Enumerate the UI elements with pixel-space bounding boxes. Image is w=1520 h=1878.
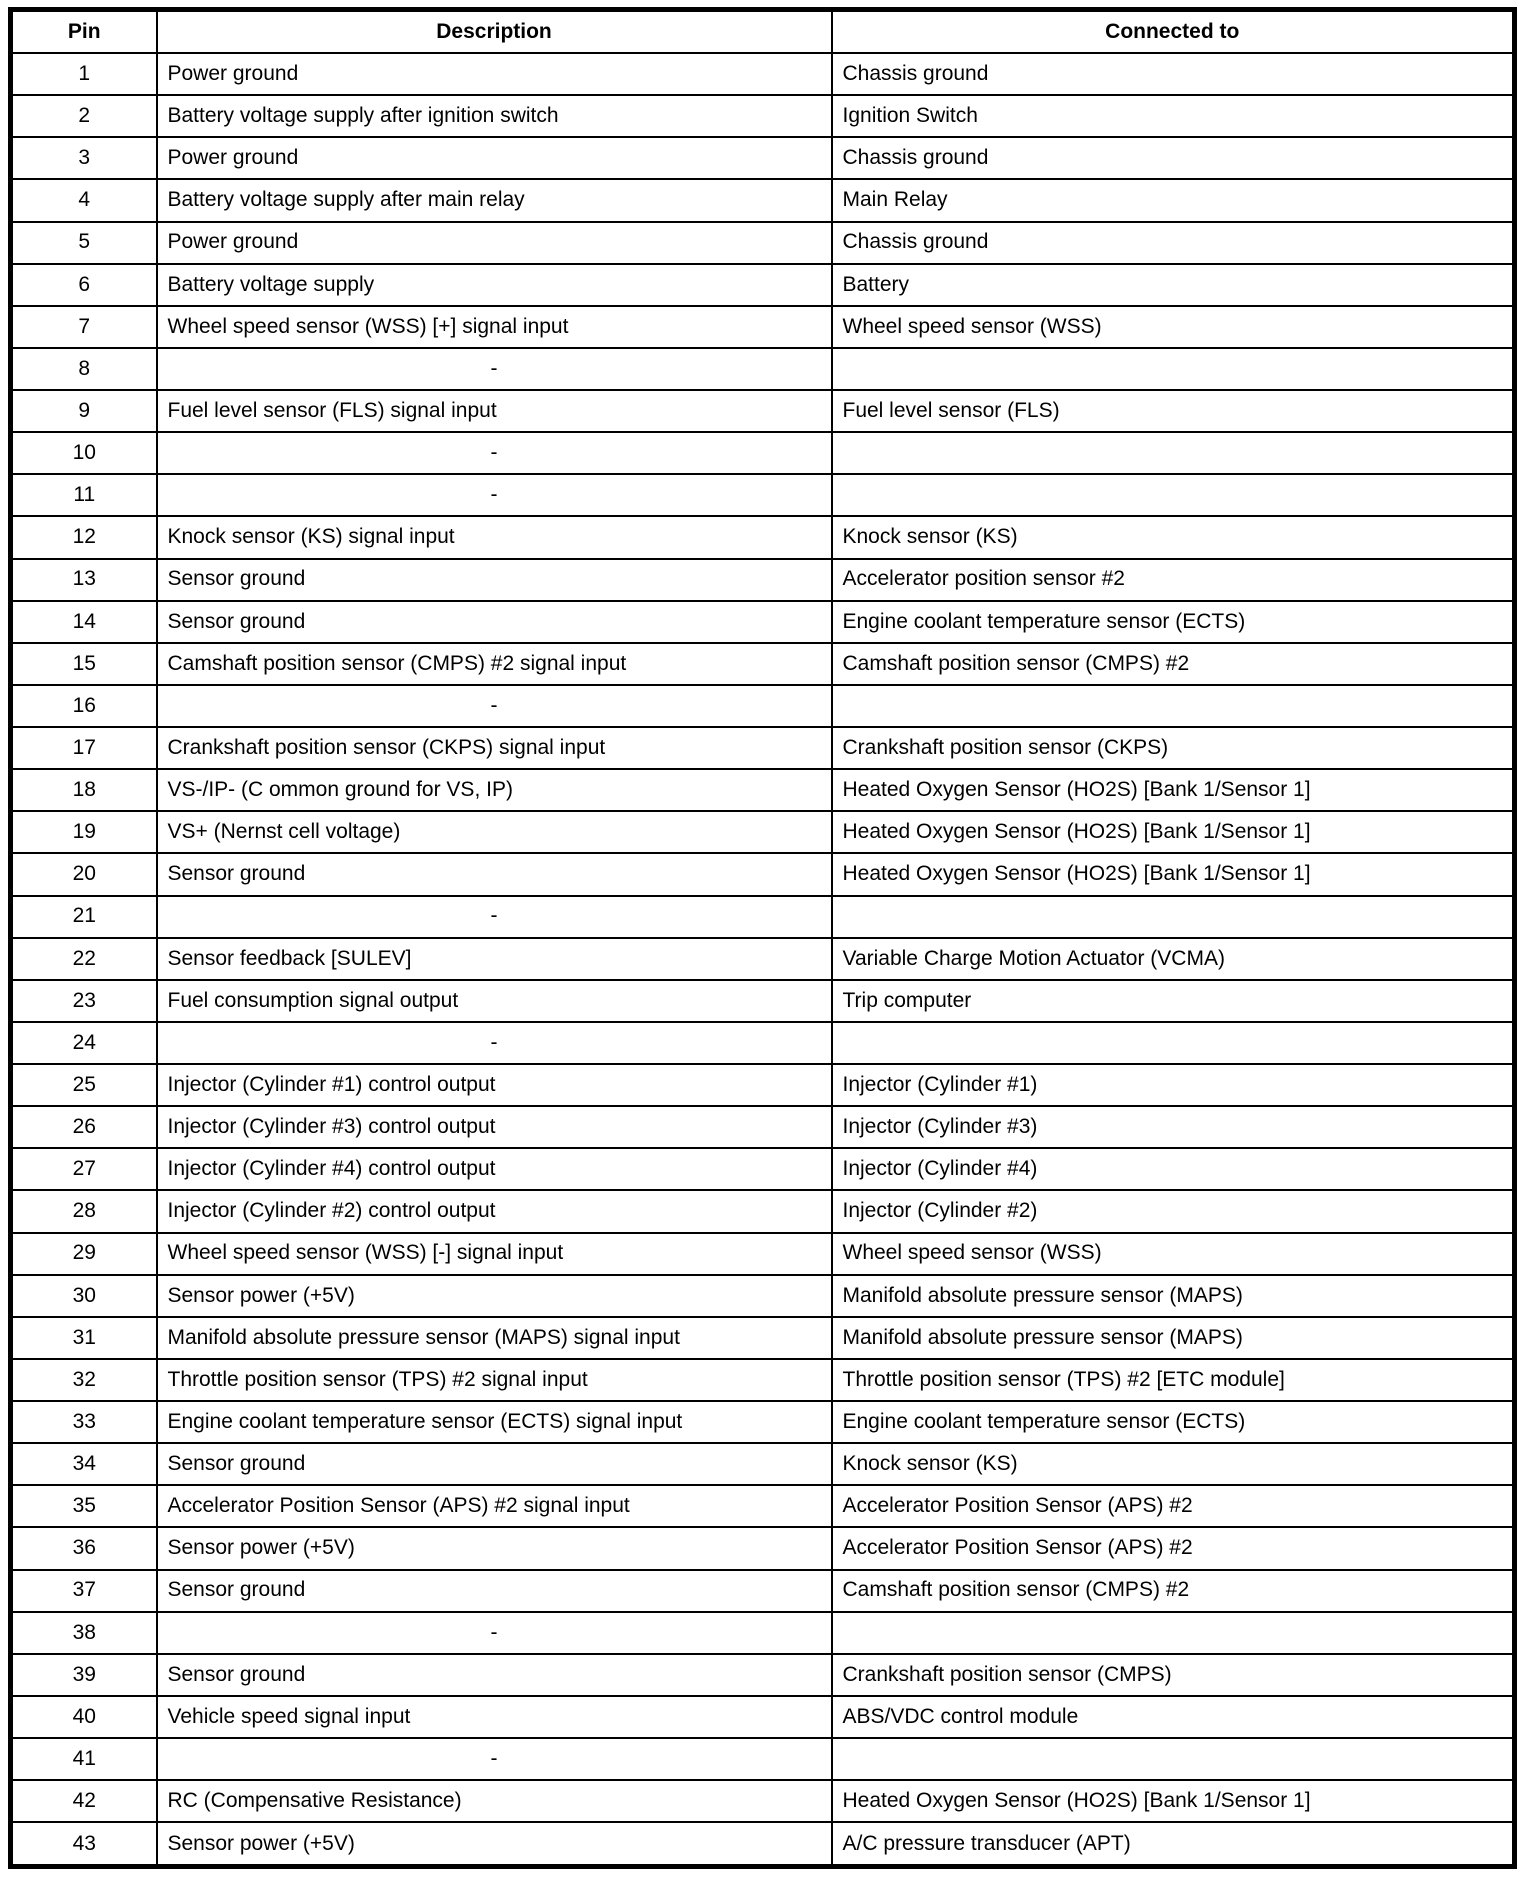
pin-cell: 43 bbox=[11, 1822, 157, 1866]
description-cell: Battery voltage supply after ignition switch bbox=[157, 95, 832, 137]
table-row bbox=[11, 811, 1515, 853]
pin-cell: 30 bbox=[11, 1275, 157, 1317]
connected-to-cell: Engine coolant temperature sensor (ECTS) bbox=[832, 1401, 1515, 1443]
table-row bbox=[11, 980, 1515, 1022]
description-cell: - bbox=[157, 896, 832, 938]
connected-to-cell bbox=[832, 432, 1515, 474]
description-cell: Sensor feedback [SULEV] bbox=[157, 938, 832, 980]
table-row bbox=[11, 1654, 1515, 1696]
description-cell: - bbox=[157, 1612, 832, 1654]
table-row bbox=[11, 938, 1515, 980]
pin-cell: 28 bbox=[11, 1190, 157, 1232]
connected-to-cell bbox=[832, 1612, 1515, 1654]
description-cell: - bbox=[157, 474, 832, 516]
header-row bbox=[11, 10, 1515, 54]
table-row bbox=[11, 727, 1515, 769]
connected-to-cell: Injector (Cylinder #1) bbox=[832, 1064, 1515, 1106]
pin-cell: 1 bbox=[11, 53, 157, 95]
pin-cell: 4 bbox=[11, 179, 157, 221]
pin-cell: 16 bbox=[11, 685, 157, 727]
description-cell: Camshaft position sensor (CMPS) #2 signal input bbox=[157, 643, 832, 685]
table-row bbox=[11, 1738, 1515, 1780]
connected-to-cell: Manifold absolute pressure sensor (MAPS) bbox=[832, 1317, 1515, 1359]
table-row bbox=[11, 95, 1515, 137]
table-row bbox=[11, 1570, 1515, 1612]
description-cell: Sensor power (+5V) bbox=[157, 1275, 832, 1317]
description-cell: VS+ (Nernst cell voltage) bbox=[157, 811, 832, 853]
table-row bbox=[11, 1190, 1515, 1232]
description-cell: Sensor ground bbox=[157, 1443, 832, 1485]
connected-to-cell: Camshaft position sensor (CMPS) #2 bbox=[832, 1570, 1515, 1612]
connected-to-cell: Camshaft position sensor (CMPS) #2 bbox=[832, 643, 1515, 685]
connected-to-cell: Manifold absolute pressure sensor (MAPS) bbox=[832, 1275, 1515, 1317]
description-cell: Sensor ground bbox=[157, 601, 832, 643]
table-row bbox=[11, 853, 1515, 895]
table-row bbox=[11, 1401, 1515, 1443]
table-row bbox=[11, 769, 1515, 811]
table-row bbox=[11, 685, 1515, 727]
description-cell: Sensor ground bbox=[157, 1654, 832, 1696]
table-row bbox=[11, 643, 1515, 685]
connected-to-cell bbox=[832, 1022, 1515, 1064]
pin-cell: 19 bbox=[11, 811, 157, 853]
connected-to-cell: Knock sensor (KS) bbox=[832, 1443, 1515, 1485]
pin-cell: 3 bbox=[11, 137, 157, 179]
description-cell: - bbox=[157, 348, 832, 390]
description-cell: - bbox=[157, 432, 832, 474]
pin-cell: 42 bbox=[11, 1780, 157, 1822]
connected-to-cell: Trip computer bbox=[832, 980, 1515, 1022]
description-cell: - bbox=[157, 1738, 832, 1780]
pin-cell: 26 bbox=[11, 1106, 157, 1148]
connected-to-cell: Accelerator Position Sensor (APS) #2 bbox=[832, 1527, 1515, 1569]
connected-to-cell bbox=[832, 685, 1515, 727]
description-cell: Accelerator Position Sensor (APS) #2 signal input bbox=[157, 1485, 832, 1527]
pin-column-header: Pin bbox=[11, 10, 157, 54]
description-cell: Power ground bbox=[157, 53, 832, 95]
connected-to-cell: Wheel speed sensor (WSS) bbox=[832, 1233, 1515, 1275]
description-cell: Wheel speed sensor (WSS) [-] signal input bbox=[157, 1233, 832, 1275]
table-row bbox=[11, 1443, 1515, 1485]
pin-cell: 34 bbox=[11, 1443, 157, 1485]
pin-cell: 18 bbox=[11, 769, 157, 811]
table-row bbox=[11, 1359, 1515, 1401]
connected-to-column-header: Connected to bbox=[832, 10, 1515, 54]
description-cell: Sensor power (+5V) bbox=[157, 1527, 832, 1569]
pin-cell: 6 bbox=[11, 264, 157, 306]
description-cell: Wheel speed sensor (WSS) [+] signal input bbox=[157, 306, 832, 348]
pin-cell: 8 bbox=[11, 348, 157, 390]
pin-cell: 7 bbox=[11, 306, 157, 348]
connected-to-cell: ABS/VDC control module bbox=[832, 1696, 1515, 1738]
pin-cell: 11 bbox=[11, 474, 157, 516]
pin-cell: 9 bbox=[11, 390, 157, 432]
table-row bbox=[11, 1233, 1515, 1275]
description-cell: Injector (Cylinder #4) control output bbox=[157, 1148, 832, 1190]
description-column-header: Description bbox=[157, 10, 832, 54]
table-row bbox=[11, 222, 1515, 264]
connected-to-cell: Crankshaft position sensor (CMPS) bbox=[832, 1654, 1515, 1696]
description-cell: Injector (Cylinder #2) control output bbox=[157, 1190, 832, 1232]
description-cell: Power ground bbox=[157, 137, 832, 179]
pin-cell: 12 bbox=[11, 516, 157, 558]
description-cell: Sensor power (+5V) bbox=[157, 1822, 832, 1866]
connected-to-cell: Injector (Cylinder #2) bbox=[832, 1190, 1515, 1232]
description-cell: Manifold absolute pressure sensor (MAPS) signal input bbox=[157, 1317, 832, 1359]
table-row bbox=[11, 1022, 1515, 1064]
pin-cell: 33 bbox=[11, 1401, 157, 1443]
connected-to-cell: Chassis ground bbox=[832, 137, 1515, 179]
pin-cell: 36 bbox=[11, 1527, 157, 1569]
table-row bbox=[11, 559, 1515, 601]
pin-cell: 13 bbox=[11, 559, 157, 601]
pin-cell: 5 bbox=[11, 222, 157, 264]
table-row bbox=[11, 1275, 1515, 1317]
description-cell: Knock sensor (KS) signal input bbox=[157, 516, 832, 558]
connected-to-cell: Accelerator position sensor #2 bbox=[832, 559, 1515, 601]
connected-to-cell: Fuel level sensor (FLS) bbox=[832, 390, 1515, 432]
description-cell: - bbox=[157, 1022, 832, 1064]
connected-to-cell: Injector (Cylinder #4) bbox=[832, 1148, 1515, 1190]
pin-cell: 40 bbox=[11, 1696, 157, 1738]
table-row bbox=[11, 432, 1515, 474]
connected-to-cell: Heated Oxygen Sensor (HO2S) [Bank 1/Sensor 1] bbox=[832, 769, 1515, 811]
table-row bbox=[11, 1064, 1515, 1106]
table-row bbox=[11, 1612, 1515, 1654]
table-row bbox=[11, 516, 1515, 558]
description-cell: Injector (Cylinder #1) control output bbox=[157, 1064, 832, 1106]
description-cell: RC (Compensative Resistance) bbox=[157, 1780, 832, 1822]
pin-cell: 20 bbox=[11, 853, 157, 895]
description-cell: VS-/IP- (C ommon ground for VS, IP) bbox=[157, 769, 832, 811]
connected-to-cell: Battery bbox=[832, 264, 1515, 306]
pin-cell: 29 bbox=[11, 1233, 157, 1275]
table-row bbox=[11, 348, 1515, 390]
pin-cell: 35 bbox=[11, 1485, 157, 1527]
ecm-pinout-table bbox=[8, 7, 1517, 1869]
description-cell: Fuel consumption signal output bbox=[157, 980, 832, 1022]
description-cell: Crankshaft position sensor (CKPS) signal input bbox=[157, 727, 832, 769]
description-cell: Sensor ground bbox=[157, 1570, 832, 1612]
connected-to-cell bbox=[832, 348, 1515, 390]
table-row bbox=[11, 474, 1515, 516]
table-row bbox=[11, 390, 1515, 432]
table-row bbox=[11, 1148, 1515, 1190]
connected-to-cell: Chassis ground bbox=[832, 222, 1515, 264]
table-row bbox=[11, 1317, 1515, 1359]
table-row bbox=[11, 601, 1515, 643]
connected-to-cell: Engine coolant temperature sensor (ECTS) bbox=[832, 601, 1515, 643]
pin-cell: 27 bbox=[11, 1148, 157, 1190]
table-row bbox=[11, 1822, 1515, 1866]
connected-to-cell bbox=[832, 896, 1515, 938]
pin-cell: 41 bbox=[11, 1738, 157, 1780]
pin-cell: 10 bbox=[11, 432, 157, 474]
table-row bbox=[11, 1106, 1515, 1148]
description-cell: Power ground bbox=[157, 222, 832, 264]
pin-cell: 39 bbox=[11, 1654, 157, 1696]
pin-cell: 31 bbox=[11, 1317, 157, 1359]
connected-to-cell: Heated Oxygen Sensor (HO2S) [Bank 1/Sensor 1] bbox=[832, 1780, 1515, 1822]
connected-to-cell: Chassis ground bbox=[832, 53, 1515, 95]
connected-to-cell: Ignition Switch bbox=[832, 95, 1515, 137]
pin-cell: 17 bbox=[11, 727, 157, 769]
table-row bbox=[11, 896, 1515, 938]
pin-cell: 23 bbox=[11, 980, 157, 1022]
table-row bbox=[11, 306, 1515, 348]
connected-to-cell: Main Relay bbox=[832, 179, 1515, 221]
pin-cell: 37 bbox=[11, 1570, 157, 1612]
table-row bbox=[11, 1527, 1515, 1569]
pin-cell: 21 bbox=[11, 896, 157, 938]
description-cell: Throttle position sensor (TPS) #2 signal input bbox=[157, 1359, 832, 1401]
table-row bbox=[11, 1780, 1515, 1822]
description-cell: - bbox=[157, 685, 832, 727]
description-cell: Battery voltage supply after main relay bbox=[157, 179, 832, 221]
connected-to-cell: Wheel speed sensor (WSS) bbox=[832, 306, 1515, 348]
connected-to-cell bbox=[832, 474, 1515, 516]
connected-to-cell: Accelerator Position Sensor (APS) #2 bbox=[832, 1485, 1515, 1527]
description-cell: Injector (Cylinder #3) control output bbox=[157, 1106, 832, 1148]
connected-to-cell: Throttle position sensor (TPS) #2 [ETC module] bbox=[832, 1359, 1515, 1401]
pin-cell: 2 bbox=[11, 95, 157, 137]
pin-cell: 15 bbox=[11, 643, 157, 685]
table-row bbox=[11, 1696, 1515, 1738]
table-header bbox=[11, 10, 1515, 54]
pin-cell: 22 bbox=[11, 938, 157, 980]
connected-to-cell: A/C pressure transducer (APT) bbox=[832, 1822, 1515, 1866]
description-cell: Sensor ground bbox=[157, 853, 832, 895]
table-row bbox=[11, 1485, 1515, 1527]
pinout-table-body bbox=[11, 53, 1515, 1867]
connected-to-cell: Injector (Cylinder #3) bbox=[832, 1106, 1515, 1148]
connected-to-cell: Crankshaft position sensor (CKPS) bbox=[832, 727, 1515, 769]
table-row bbox=[11, 264, 1515, 306]
pin-cell: 38 bbox=[11, 1612, 157, 1654]
connected-to-cell: Variable Charge Motion Actuator (VCMA) bbox=[832, 938, 1515, 980]
description-cell: Battery voltage supply bbox=[157, 264, 832, 306]
description-cell: Vehicle speed signal input bbox=[157, 1696, 832, 1738]
pin-cell: 32 bbox=[11, 1359, 157, 1401]
pin-cell: 14 bbox=[11, 601, 157, 643]
description-cell: Sensor ground bbox=[157, 559, 832, 601]
table-row bbox=[11, 53, 1515, 95]
connected-to-cell bbox=[832, 1738, 1515, 1780]
table-row bbox=[11, 137, 1515, 179]
connected-to-cell: Heated Oxygen Sensor (HO2S) [Bank 1/Sensor 1] bbox=[832, 811, 1515, 853]
table-row bbox=[11, 179, 1515, 221]
connected-to-cell: Heated Oxygen Sensor (HO2S) [Bank 1/Sensor 1] bbox=[832, 853, 1515, 895]
pin-cell: 25 bbox=[11, 1064, 157, 1106]
description-cell: Fuel level sensor (FLS) signal input bbox=[157, 390, 832, 432]
pin-cell: 24 bbox=[11, 1022, 157, 1064]
description-cell: Engine coolant temperature sensor (ECTS) signal input bbox=[157, 1401, 832, 1443]
connected-to-cell: Knock sensor (KS) bbox=[832, 516, 1515, 558]
